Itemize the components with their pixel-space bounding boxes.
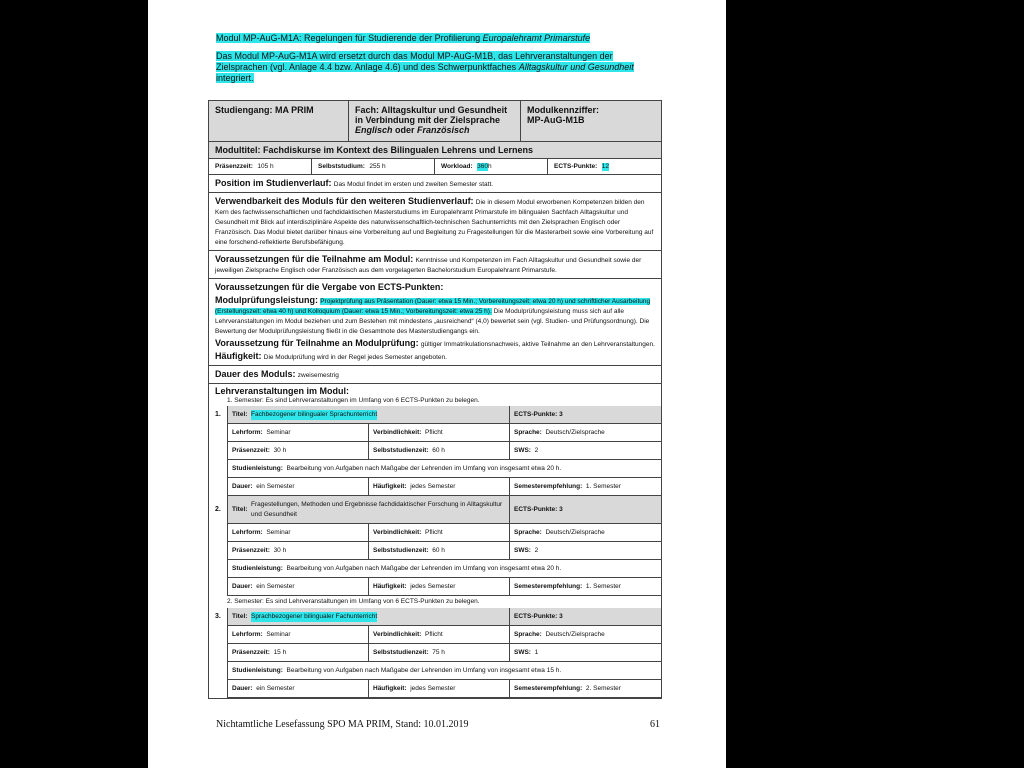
- sprache-value: Deutsch/Zielsprache: [545, 630, 605, 638]
- sws: [510, 542, 661, 559]
- praesenzzeit: [228, 442, 369, 459]
- dauer-section: Dauer des Moduls: zweisemestrig: [209, 366, 661, 384]
- praesenzzeit-label: Präsenzzeit:: [232, 546, 270, 554]
- sws: [510, 644, 661, 661]
- lehrform-value: Seminar: [266, 428, 291, 436]
- kennziffer-cell: Modulkennziffer: MP-AuG-M1B: [527, 105, 599, 125]
- semesterempfehlung-label: Semesterempfehlung:: [514, 582, 583, 590]
- lehrform: [228, 524, 369, 541]
- selbststudienzeit-label: Selbststudienzeit:: [373, 648, 429, 656]
- course-title: [228, 608, 510, 625]
- verbindlichkeit-label: Verbindlichkeit:: [373, 528, 422, 536]
- lehrform: [228, 626, 369, 643]
- document-page: [148, 0, 726, 768]
- course-row-lehrform: [228, 626, 661, 644]
- selbststudienzeit: [369, 542, 510, 559]
- verbindlichkeit-label: Verbindlichkeit:: [373, 630, 422, 638]
- meta-row: [209, 159, 661, 175]
- sprache: [510, 524, 661, 541]
- praesenzzeit-value: 30 h: [273, 446, 287, 454]
- course-row-zeiten: [228, 644, 661, 662]
- course-title-row: [228, 406, 661, 424]
- sprache-label: Sprache:: [514, 630, 542, 638]
- course-table: [227, 496, 661, 596]
- selbststudienzeit: [369, 442, 510, 459]
- course-row-lehrform: [228, 424, 661, 442]
- sws-value: 1: [534, 648, 539, 656]
- semester-2-note: 2. Semester: Es sind Lehrveranstaltungen im Umfang von 6 ECTS-Punkten zu belegen.: [227, 598, 480, 605]
- workload-cell: Workload: 360 h: [435, 159, 548, 174]
- course-number: 2.: [215, 506, 221, 513]
- semesterempfehlung-value: 1. Semester: [585, 482, 621, 490]
- course-row-zeiten: [228, 442, 661, 460]
- dauer: [228, 578, 369, 595]
- semesterempfehlung-value: 2. Semester: [585, 684, 621, 692]
- studienleistung: [228, 460, 661, 477]
- course-number: 1.: [215, 411, 221, 418]
- verbindlichkeit-value: Pflicht: [425, 630, 443, 638]
- course-title: [228, 406, 510, 423]
- selbststudium-cell: Selbststudium: 255 h: [312, 159, 435, 174]
- haeufigkeit-label: Häufigkeit:: [373, 582, 407, 590]
- dauer: [228, 478, 369, 495]
- sws: [510, 442, 661, 459]
- modultitel: Modultitel: Fachdiskurse im Kontext des Bilingualen Lehrens und Lernens: [209, 142, 661, 159]
- dauer-label: Dauer:: [232, 482, 253, 490]
- studienleistung-label: Studienleistung:: [232, 464, 283, 472]
- course-row-studienleistung: [228, 560, 661, 578]
- lehrform: [228, 424, 369, 441]
- dauer-value: ein Semester: [256, 684, 295, 692]
- praesenzzeit-label: Präsenzzeit:: [232, 648, 270, 656]
- sws-label: SWS:: [514, 446, 531, 454]
- dauer-label: Dauer:: [232, 684, 253, 692]
- course-block: [209, 608, 661, 698]
- course-table: [227, 608, 661, 698]
- course-title-value: Fachbezogener bilingualer Sprachunterricht: [251, 410, 378, 418]
- studienleistung-value: Bearbeitung von Aufgaben nach Maßgabe der Lehrenden im Umfang von insgesamt etwa 15 h.: [286, 666, 562, 674]
- course-title-row: [228, 496, 661, 524]
- course-title-value: Sprachbezogener bilingualer Fachunterricht: [251, 612, 378, 620]
- verbindlichkeit-value: Pflicht: [425, 428, 443, 436]
- module-table: [208, 100, 662, 699]
- lehrform-value: Seminar: [266, 630, 291, 638]
- verbindlichkeit: [369, 626, 510, 643]
- course-ects: ECTS-Punkte: 3: [514, 410, 563, 418]
- course-row-dauer: [228, 478, 661, 496]
- lehrform-label: Lehrform:: [232, 428, 263, 436]
- ects-vergabe-section: Voraussetzungen für die Vergabe von ECTS-Punkten: Modulprüfungsleistung: Projektprüfung aus Präsentation (Dauer: etwa 15 Min.; Vorbereitungszeit: etwa 20 h) und schriftlicher Ausarbeitung (Erstellungszeit: etwa 40 h) und Kolloquium (Dauer: etwa 15 Min.; Vorbereitungszeit: etwa 25 h). Die Modulprüfungsleistung muss sich auf alle Lehrveranstaltungen im Modul beziehen und zum Bestehen mit mindestens „ausreichend“ (4,0) bewertet sein (vgl. Studien- und Prüfungsordnung). Die Bewertung der Modulprüfungsleistung fließt in die Gesamtnote des Masterstudiengangs ein. Voraussetzung für Teilnahme an Modulprüfung: gültiger Immatrikulationsnachweis, aktive Teilnahme an den Lehrveranstaltungen. Häufigkeit: Die Modulprüfung wird in der Regel jedes Semester angeboten.: [209, 279, 661, 366]
- sprache-value: Deutsch/Zielsprache: [545, 428, 605, 436]
- haeufigkeit-label: Häufigkeit:: [373, 684, 407, 692]
- haeufigkeit-label: Häufigkeit:: [373, 482, 407, 490]
- sprache-value: Deutsch/Zielsprache: [545, 528, 605, 536]
- course-title-label: Titel:: [232, 612, 248, 620]
- studienleistung-value: Bearbeitung von Aufgaben nach Maßgabe der Lehrenden im Umfang von insgesamt etwa 20 h.: [286, 464, 562, 472]
- footer-text: Nichtamtliche Lesefassung SPO MA PRIM, Stand: 10.01.2019: [216, 719, 469, 730]
- sprache-label: Sprache:: [514, 428, 542, 436]
- studienleistung-value: Bearbeitung von Aufgaben nach Maßgabe der Lehrenden im Umfang von insgesamt etwa 20 h.: [286, 564, 562, 572]
- course-block: [209, 496, 661, 596]
- studienleistung-label: Studienleistung:: [232, 666, 283, 674]
- courses-semester-2: [209, 608, 661, 698]
- course-title-value: Fragestellungen, Methoden und Ergebnisse fachdidaktischer Forschung in Alltagskultur und Gesundheit: [251, 500, 503, 518]
- course-row-studienleistung: [228, 662, 661, 680]
- verbindlichkeit: [369, 424, 510, 441]
- haeufigkeit-value: jedes Semester: [410, 482, 456, 490]
- intro-text: Das Modul MP-AuG-M1A wird ersetzt durch das Modul MP-AuG-M1B, das Lehrveranstaltungen der Zielsprachen (vgl. Anlage 4.4 bzw. Anlage 4.6) und des Schwerpunktfaches Alltagskultur und Gesundheit integriert.: [216, 51, 634, 83]
- praesenzzeit-label: Präsenzzeit:: [232, 446, 270, 454]
- intro-title: Modul MP-AuG-M1A: Regelungen für Studierende der Profilierung Europalehramt Primarstufe: [216, 33, 591, 43]
- course-ects: ECTS-Punkte: 3: [514, 612, 563, 620]
- dauer-value: ein Semester: [256, 482, 295, 490]
- semesterempfehlung-label: Semesterempfehlung:: [514, 482, 583, 490]
- ects-cell: ECTS-Punkte: 12: [554, 162, 610, 170]
- course-row-dauer: [228, 578, 661, 596]
- course-ects: ECTS-Punkte: 3: [514, 505, 563, 513]
- course-title: [228, 496, 510, 523]
- haeufigkeit-value: jedes Semester: [410, 684, 456, 692]
- selbststudienzeit-label: Selbststudienzeit:: [373, 546, 429, 554]
- lehrform-value: Seminar: [266, 528, 291, 536]
- praesenzzeit-value: 30 h: [273, 546, 287, 554]
- sws-label: SWS:: [514, 648, 531, 656]
- semesterempfehlung-value: 1. Semester: [585, 582, 621, 590]
- sprache-label: Sprache:: [514, 528, 542, 536]
- praesenzzeit-value: 15 h: [273, 648, 287, 656]
- haeufigkeit: [369, 578, 510, 595]
- course-number: 3.: [215, 613, 221, 620]
- course-title-label: Titel:: [232, 410, 248, 418]
- position-section: Position im Studienverlauf: Das Modul findet im ersten und zweiten Semester statt.: [209, 175, 661, 193]
- lehrform-label: Lehrform:: [232, 630, 263, 638]
- dauer: [228, 680, 369, 697]
- sws-value: 2: [534, 546, 539, 554]
- course-row-lehrform: [228, 524, 661, 542]
- praesenzzeit: [228, 644, 369, 661]
- haeufigkeit: [369, 478, 510, 495]
- selbststudienzeit-value: 60 h: [432, 546, 445, 554]
- module-header-row: [209, 101, 661, 142]
- page-number: 61: [650, 719, 660, 730]
- studienleistung-label: Studienleistung:: [232, 564, 283, 572]
- studienleistung: [228, 662, 661, 679]
- sws-label: SWS:: [514, 546, 531, 554]
- semester-1-note: 1. Semester: Es sind Lehrveranstaltungen im Umfang von 6 ECTS-Punkten zu belegen.: [227, 397, 480, 404]
- verbindlichkeit-value: Pflicht: [425, 528, 443, 536]
- semesterempfehlung: [510, 478, 661, 495]
- verbindlichkeit-label: Verbindlichkeit:: [373, 428, 422, 436]
- dauer-value: ein Semester: [256, 582, 295, 590]
- lehrform-label: Lehrform:: [232, 528, 263, 536]
- sprache: [510, 424, 661, 441]
- lehrveranstaltungen-section: Lehrveranstaltungen im Modul: 1. Semester: Es sind Lehrveranstaltungen im Umfang von 6 ECTS-Punkten zu belegen. 1. Titel: Fachbezogener bilingualer Sprachunterricht ECTS-Punkte: 3 Lehrform: Seminar Verbindlichkeit: Pflicht Sprache: Deutsch/Zielsprache Präsenzzeit: 30 h Selbststudienzeit: 60 h SWS: 2 Studienleistung: Bearbeitung von Aufgaben nach Maßgabe der Lehrenden im Umfang von insgesamt etwa 20 h. Dauer: ein Semester Häufigkeit: jedes Semester Semesterempfehlung: 1. Semester 2. Titel: Fragestellungen, Methoden und Ergebnisse fachdidaktischer Forschung in Alltagskultur und Gesundheit ECTS-Punkte: 3 Lehrform: Seminar Verbindlichkeit: Pflicht Sprache: Deutsch/Zielsprache Präsenzzeit: 30 h Selbststudienzeit: 60 h SWS: 2 Studienleistung: Bearbeitung von Aufgaben nach Maßgabe der Lehrenden im Umfang von insgesamt etwa 20 h. Dauer: ein Semester Häufigkeit: jedes Semester Semesterempfehlung: 1. Semester 2. Semester: Es sind Lehrveranstaltungen im Umfang von 6 ECTS-Punkten zu belegen. 3. Titel: Sprachbezogener bilingualer Fachunterricht ECTS-Punkte: 3 Lehrform: Seminar Verbindlichkeit: Pflicht Sprache: Deutsch/Zielsprache Präsenzzeit: 15 h Selbststudienzeit: 75 h SWS: 1 Studienleistung: Bearbeitung von Aufgaben nach Maßgabe der Lehrenden im Umfang von insgesamt etwa 15 h. Dauer: ein Semester Häufigkeit: jedes Semester Semesterempfehlung: 2. Semester: [209, 384, 661, 699]
- sprache: [510, 626, 661, 643]
- voraussetzungen-section: Voraussetzungen für die Teilnahme am Modul: Kenntnisse und Kompetenzen im Fach Alltagskultur und Gesundheit sowie der jeweiligen Zielsprache Englisch oder Französisch aus dem vorgelagerten Bachelorstudium Europalehramt Primarstufe.: [209, 251, 661, 279]
- selbststudienzeit-value: 60 h: [432, 446, 445, 454]
- page-footer: [216, 719, 660, 730]
- selbststudienzeit: [369, 644, 510, 661]
- course-block: [209, 406, 661, 496]
- praesenz-cell: Präsenzzeit: 105 h: [209, 159, 312, 174]
- sws-value: 2: [534, 446, 539, 454]
- course-title-label: Titel:: [232, 505, 248, 513]
- courses-semester-1: [209, 406, 661, 596]
- semesterempfehlung-label: Semesterempfehlung:: [514, 684, 583, 692]
- verwendbarkeit-section: Verwendbarkeit des Moduls für den weiteren Studienverlauf: Die in diesem Modul erworbenen Kompetenzen bilden den Kern des fachwissenschaftlichen und fachdidaktischen Masterstudiums im Europalehramt Primarstufe im bilingualen Sachfach Alltagskultur und Gesundheit mit Blick auf interdisziplinäre Aspekte des naturwissenschaftlich-technischen Sachunterrichts mit den Zielsprachen Englisch oder Französisch. Das Modul bietet darüber hinaus eine Vorbereitung auf und Begleitung zu Fragestellungen für die Masterarbeit sowie eine Vorbereitung auf eine forschend-reflektierte Berufsbefähigung.: [209, 193, 661, 251]
- semesterempfehlung: [510, 578, 661, 595]
- course-row-zeiten: [228, 542, 661, 560]
- haeufigkeit-value: jedes Semester: [410, 582, 456, 590]
- praesenzzeit: [228, 542, 369, 559]
- haeufigkeit: [369, 680, 510, 697]
- course-row-dauer: [228, 680, 661, 698]
- semesterempfehlung: [510, 680, 661, 697]
- dauer-label: Dauer:: [232, 582, 253, 590]
- verbindlichkeit: [369, 524, 510, 541]
- studiengang-cell: Studiengang: MA PRIM: [209, 101, 349, 141]
- course-table: [227, 406, 661, 496]
- course-row-studienleistung: [228, 460, 661, 478]
- course-title-row: [228, 608, 661, 626]
- selbststudienzeit-value: 75 h: [432, 648, 445, 656]
- fach-cell: Fach: Alltagskultur und Gesundheit in Verbindung mit der Zielsprache Englisch oder Französisch: [349, 101, 521, 141]
- studienleistung: [228, 560, 661, 577]
- selbststudienzeit-label: Selbststudienzeit:: [373, 446, 429, 454]
